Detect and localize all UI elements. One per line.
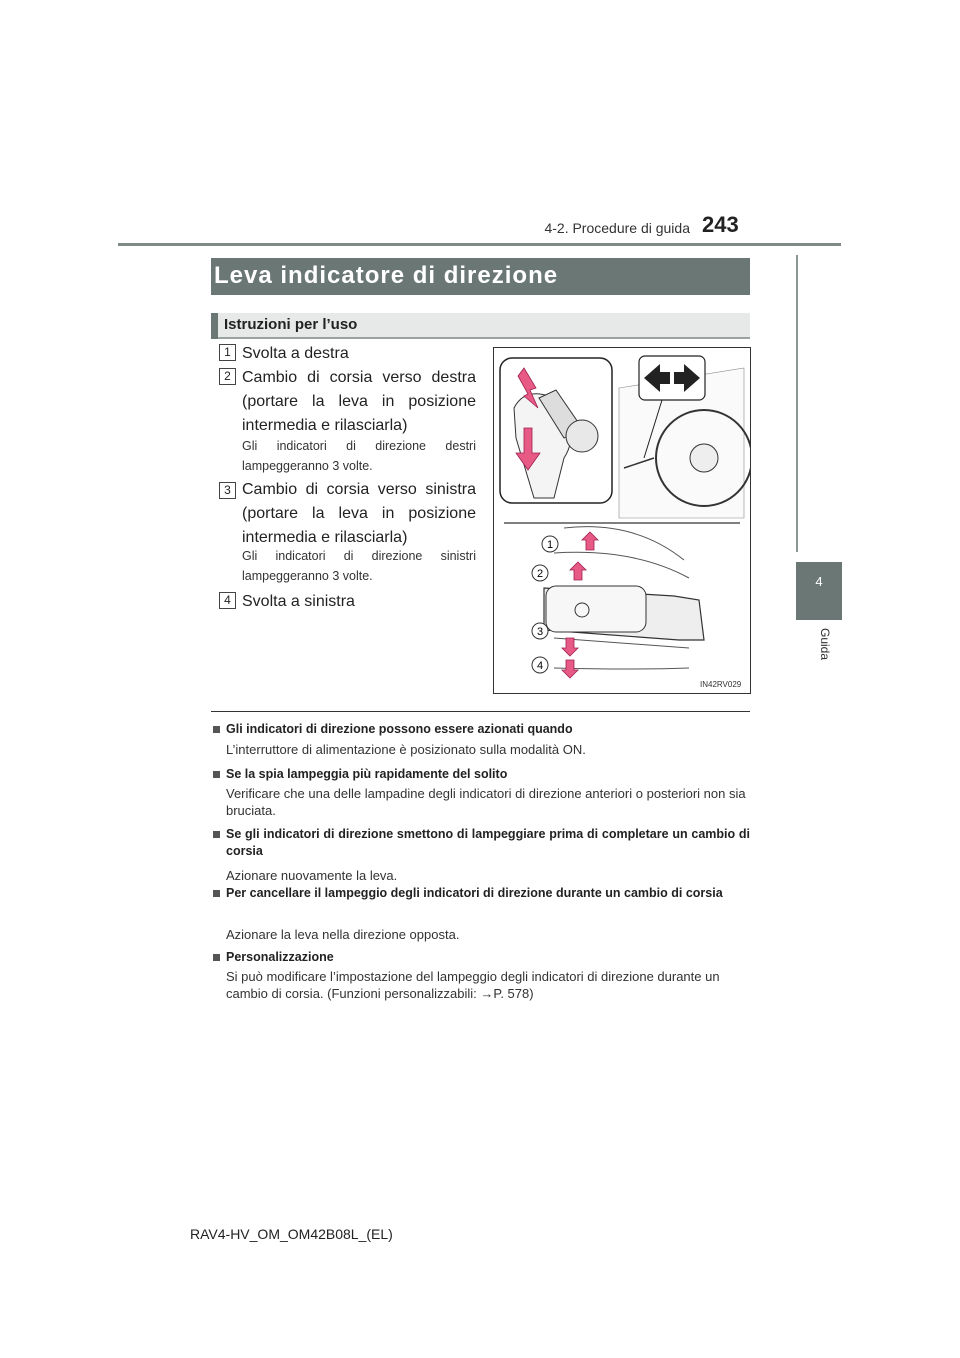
up-arrow-icon-1 [582,532,598,550]
page-title: Leva indicatore di direzione [214,262,559,289]
instruction-text-3: Cambio di corsia verso sinistra (portare la leva in posizione intermedia e rilasciarla) [242,481,476,546]
notes-divider [211,711,750,712]
lever-illustration [493,347,751,694]
lever-headlight-switch [546,586,646,632]
item-number-3: 3 [219,482,236,499]
section-breadcrumb: 4-2. Procedure di guida [544,220,690,236]
down-arrow-icon-3 [562,638,578,656]
square-bullet-icon [213,771,220,778]
item-number-2: 2 [219,368,236,385]
down-arrow-icon-4 [562,660,578,678]
instruction-note-3: Gli indicatori di direzione sinistri lampeggeranno 3 volte. [242,549,476,583]
lever-diagram-svg [494,348,750,693]
subsection-accent [211,313,218,339]
chapter-label: Guida [818,628,832,661]
square-bullet-icon [213,890,220,897]
chapter-number: 4 [815,574,823,589]
note-body-1: L’interruttore di alimentazione è posizionato sulla modalità ON. [226,742,586,757]
note-heading-5: Personalizzazione [226,950,334,964]
note-body-4: Azionare la leva nella direzione opposta. [226,927,460,942]
note-heading-1: Gli indicatori di direzione possono essere azionati quando [226,722,573,736]
subsection-title: Istruzioni per l’uso [224,316,358,333]
item-number-1: 1 [219,344,236,361]
chapter-tab [796,562,842,620]
side-tab-rule [796,255,798,552]
callout-label-4: 4 [536,660,544,672]
up-arrow-icon-2 [570,562,586,580]
square-bullet-icon [213,954,220,961]
page-number: 243 [702,212,739,237]
note-heading-2: Se la spia lampeggia più rapidamente del solito [226,767,508,781]
note-body-5: Si può modificare l’impostazione del lampeggio degli indicatori di direzione durante un cambio di corsia. (Funzioni personalizzabili: →P. 578) [226,969,720,1001]
note-heading-4: Per cancellare il lampeggio degli indicatori di direzione durante un cambio di corsia [226,886,723,900]
steering-column [566,420,598,452]
instruction-text-2: Cambio di corsia verso destra (portare la leva in posizione intermedia e rilasciarla) [242,369,476,434]
note-body-2: Verificare che una delle lampadine degli indicatori di direzione anteriori o posteriori non sia bruciata. [226,786,746,818]
callout-label-3: 3 [536,626,544,638]
instruction-note-2: Gli indicatori di direzione destri lampeggeranno 3 volte. [242,439,476,473]
note-body-3: Azionare nuovamente la leva. [226,868,398,883]
instruction-text-1: Svolta a destra [242,345,349,362]
position-line-1 [564,527,684,560]
square-bullet-icon [213,726,220,733]
instruction-text-4: Svolta a sinistra [242,593,355,610]
note-heading-3: Se gli indicatori di direzione smettono di lampeggiare prima di completare un cambio di corsia [226,827,750,858]
document-code: RAV4-HV_OM_OM42B08L_(EL) [190,1226,393,1242]
steering-hub [690,444,718,472]
item-number-4: 4 [219,592,236,609]
header-divider [118,243,841,246]
square-bullet-icon [213,831,220,838]
callout-label-1: 1 [546,539,554,551]
figure-code: IN42RV029 [700,680,742,689]
callout-label-2: 2 [536,568,544,580]
